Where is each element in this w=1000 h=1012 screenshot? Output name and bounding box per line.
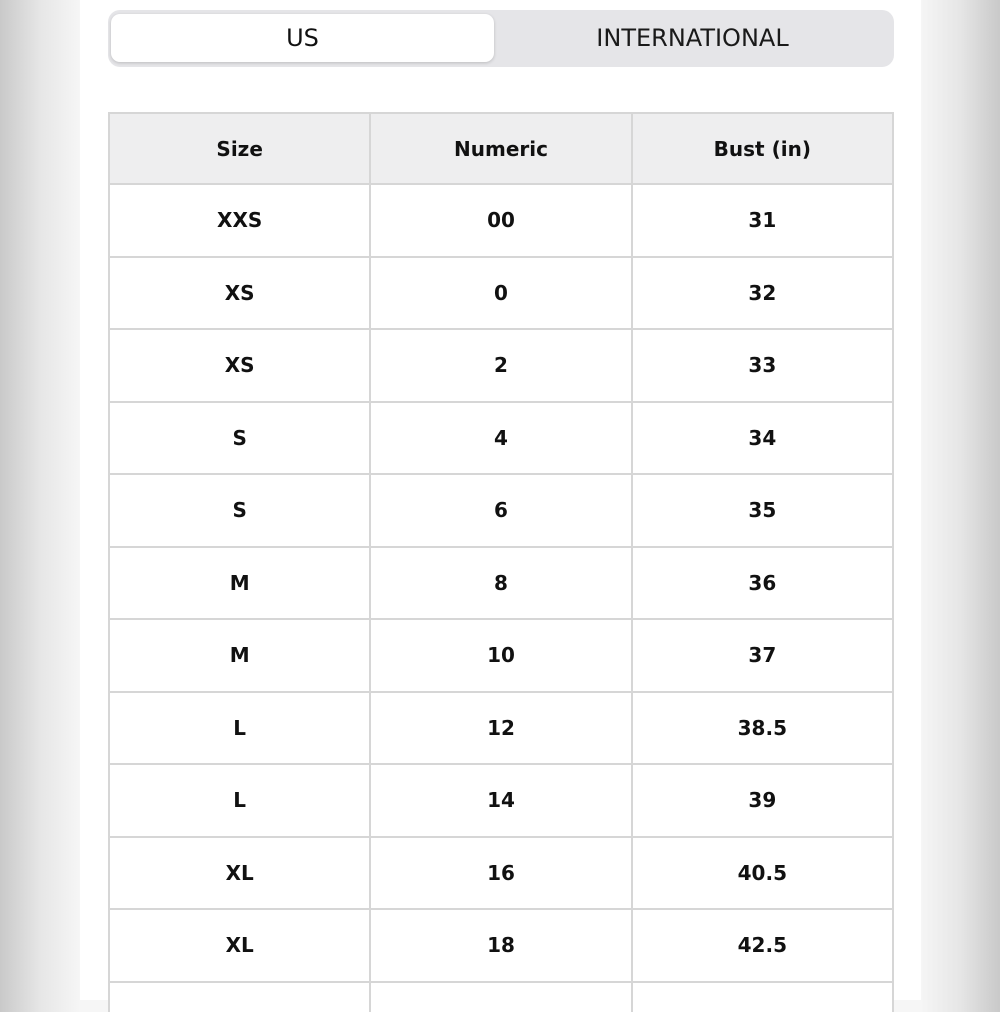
size-cell: XL bbox=[109, 909, 370, 982]
numeric-cell: 4 bbox=[370, 402, 631, 475]
size-cell: S bbox=[109, 402, 370, 475]
bust-cell: 36 bbox=[632, 547, 893, 620]
bust-cell: 38.5 bbox=[632, 692, 893, 765]
bust-cell: 34 bbox=[632, 402, 893, 475]
table-row bbox=[109, 329, 893, 402]
size-chart-page bbox=[80, 0, 921, 1000]
numeric-cell: 2 bbox=[370, 329, 631, 402]
size-cell: S bbox=[109, 474, 370, 547]
size-cell: L bbox=[109, 764, 370, 837]
size-table-container bbox=[108, 112, 894, 1012]
size-cell: M bbox=[109, 547, 370, 620]
header-bust: Bust (in) bbox=[632, 113, 893, 184]
bust-cell: 39 bbox=[632, 764, 893, 837]
size-cell bbox=[109, 982, 370, 1012]
table-row bbox=[109, 692, 893, 765]
table-row bbox=[109, 402, 893, 475]
size-cell: XL bbox=[109, 837, 370, 910]
numeric-cell: 18 bbox=[370, 909, 631, 982]
table-row bbox=[109, 547, 893, 620]
region-toggle bbox=[108, 10, 894, 67]
numeric-cell: 14 bbox=[370, 764, 631, 837]
bust-cell: 37 bbox=[632, 619, 893, 692]
table-row bbox=[109, 257, 893, 330]
bust-cell: 35 bbox=[632, 474, 893, 547]
numeric-cell bbox=[370, 982, 631, 1012]
numeric-cell: 10 bbox=[370, 619, 631, 692]
header-size: Size bbox=[109, 113, 370, 184]
bust-cell: 42.5 bbox=[632, 909, 893, 982]
table-header-row bbox=[109, 113, 893, 184]
numeric-cell: 8 bbox=[370, 547, 631, 620]
numeric-cell: 00 bbox=[370, 184, 631, 257]
size-cell: M bbox=[109, 619, 370, 692]
numeric-cell: 16 bbox=[370, 837, 631, 910]
numeric-cell: 0 bbox=[370, 257, 631, 330]
header-numeric: Numeric bbox=[370, 113, 631, 184]
table-row bbox=[109, 909, 893, 982]
bust-cell: 40.5 bbox=[632, 837, 893, 910]
size-cell: L bbox=[109, 692, 370, 765]
table-row bbox=[109, 474, 893, 547]
bust-cell: 33 bbox=[632, 329, 893, 402]
table-row bbox=[109, 982, 893, 1012]
table-row bbox=[109, 837, 893, 910]
numeric-cell: 6 bbox=[370, 474, 631, 547]
size-cell: XS bbox=[109, 329, 370, 402]
size-table bbox=[108, 112, 894, 1012]
tab-international[interactable]: INTERNATIONAL bbox=[494, 14, 891, 62]
numeric-cell: 12 bbox=[370, 692, 631, 765]
size-cell: XXS bbox=[109, 184, 370, 257]
bust-cell: 31 bbox=[632, 184, 893, 257]
bust-cell: 32 bbox=[632, 257, 893, 330]
bust-cell bbox=[632, 982, 893, 1012]
table-row bbox=[109, 184, 893, 257]
size-cell: XS bbox=[109, 257, 370, 330]
table-row bbox=[109, 619, 893, 692]
table-row bbox=[109, 764, 893, 837]
tab-us[interactable]: US bbox=[111, 14, 494, 62]
